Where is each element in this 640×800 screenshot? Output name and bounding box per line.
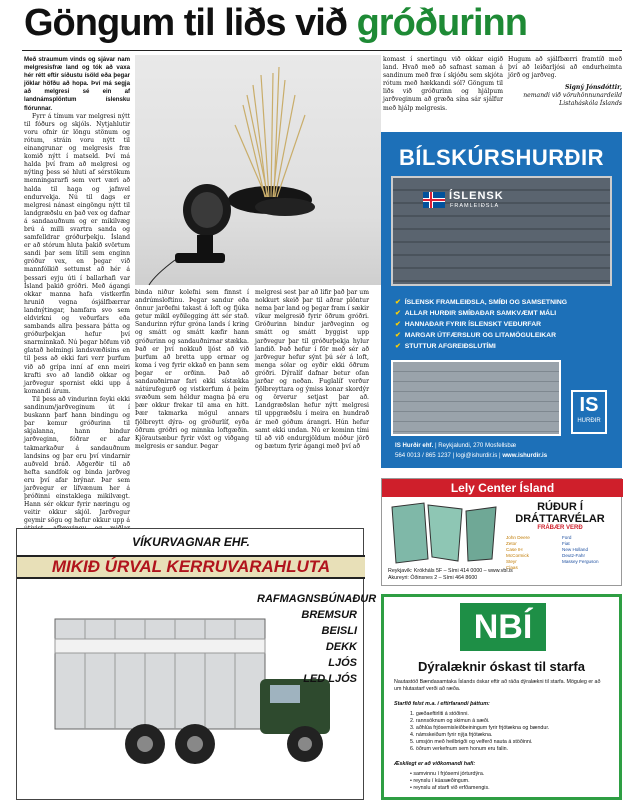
vikur-item: LJÓS (328, 657, 357, 669)
brand-list: John Deere Zetor Case IH McCormick Steyr Claas Ford Fiat New Holland Deutz-Fahr Massey Ferguson (506, 535, 599, 570)
nbi-duties: 1. gæðaeftirliti á stöðinni. 2. rannsóknum og skimun á sæði. 3. aðhlúa frjósemisleiðbeiningum fyrir frjótækna og bændur. 4. námskeiðum fyrir nýja frjótækna. 5. umsjón með heilbrigði og velferð nauta á stöðinni. 6. öðrum verkefnum sem honum eru falin. (410, 711, 550, 752)
tractor-windows-image (388, 501, 500, 565)
ad-lely[interactable] (381, 478, 622, 586)
nbi-duties-heading: Starfið felst m.a. í eftirfarandi þáttum: (394, 701, 490, 707)
feature-item: ✔ MARGAR ÚTFÆRSLUR OG LITAMÖGULEIKAR (395, 332, 556, 339)
check-icon: ✔ (395, 332, 401, 339)
ad-vikurvagnar[interactable] (16, 528, 377, 800)
nbi-req-heading: Æskilegt er að viðkomandi hafi: (394, 761, 476, 767)
article-col-2 (135, 289, 249, 514)
nbi-reqs: • samvinnu í frjósemi jórturdýra. • reynslu í kúasæðingum. • reynslu af starfi við erfðamengis. (410, 771, 490, 791)
article-photo (135, 55, 381, 285)
lely-headline: RÚÐUR Í DRÁTTARVÉLAR FRÁBÆR VERÐ (515, 501, 605, 531)
headline-green: gróðurinn (356, 2, 527, 44)
lely-contact: Reykjavík: Krókháls 5F – Sími 414 0000 – www.vbl.is Akureyri: Óðinsnes 2 – Sími 464 8600 (388, 568, 513, 581)
headline-black: Göngum til liðs við (24, 2, 357, 44)
signature-name: Signý Jónsdóttir, (564, 84, 622, 92)
ad-bilskurshurdir[interactable] (381, 132, 622, 468)
article-lead: Með straumum vinds og sjávar nam melgresisfræ land og tók að vaxa hér rétt eftir síðustu ísöld eða þegar jöklar höfðu að hopa. Því má segja að melgresi sé ein af landnámsplöntum íslensku flórunnar. (24, 56, 130, 112)
check-icon: ✔ (395, 299, 401, 306)
nbi-intro: Nautastöð Bændasamtaka Íslands óskar eftir að ráða dýralækni til starfa. Möguleg er að um hlutastarf verði að ræða. (394, 679, 601, 692)
vikur-band: MIKIÐ ÚRVAL KERRUVARAHLUTA (17, 555, 365, 579)
iceland-flag-badge (423, 188, 513, 214)
iceland-flag-icon (423, 192, 445, 208)
check-icon: ✔ (395, 343, 401, 350)
nbi-title: Dýralæknir óskast til starfa (418, 659, 585, 674)
vikur-name: VÍKURVAGNAR EHF. (132, 535, 250, 549)
ad-nbi[interactable] (381, 594, 622, 800)
vikur-item: LED LJÓS (303, 673, 357, 685)
article-closing: Hugum að sjálfbærri framtíð með því að leiðarljósi að endurheimta jörð og jarðveg. (508, 56, 622, 80)
is-hurdir-logo: IS HURÐIR (571, 390, 607, 434)
feature-item: ✔ HANNAÐAR FYRIR ÍSLENSKT VEÐURFAR (395, 321, 542, 328)
garage-door-image (391, 176, 612, 286)
bilsk-contact-2[interactable]: 564 0013 / 865 1237 | logi@ishurdir.is | www.ishurdir.is (395, 452, 548, 459)
vikur-item: BREMSUR (301, 609, 357, 621)
headline (24, 2, 624, 48)
feature-item: ✔ ALLAR HURÐIR SMÍÐAÐAR SAMKVÆMT MÁLI (395, 310, 557, 317)
article-body-1: Fyrr á tímum var melgresi nýtt til fóðurs og skjóls. Nytjahlutir voru ofnir úr löngu stönum og rótum, stráin voru nýtt til einangrunar og melgresis fræ komið nýtt í matseld. Því má halda því fram að melgresi og nýting þess sé hluti af sérstökum menningararfi sem vert væri að halda til haga og jafnvel endurvekja. Nú til dags er melgresi nánast eingöngu nýtt til landgræðslu en það vex og dafnar á sandaauðnum og er mikilvæg brú á milli svartra sanda og samfelldrar gróðurþekju. Ísland er að stórum hluta þakið svörtum sandi þar sem lítill sem enginn gróður vex, en þegar við mannfólkið settumst að hér á þessari eyju úti í ballarhafi var Ísland þakið gróðri. Með ágangi okkar manna hafa vistkerfin hrunið vegna ósjálfbærrar landnýtingar, hamfara svo sem eldvirkni og veðurfars eða sambands allra þessara þátta og gróðurþekjan hefur því snarminnkað. Nú þegar höfum við glatað helmingi landsvæðisins en til þess að ekki fari verr þurfum við að grípa inní af enn meiri krafti svo að landið okkar og jarðvegur spornist ekki upp á komandi árum. (24, 112, 130, 395)
brand-bottom: FRAMLEIÐSLA (450, 203, 500, 209)
check-icon: ✔ (395, 321, 401, 328)
vikur-item: RAFMAGNSBÚNAÐUR (257, 593, 377, 605)
article-col-3 (255, 289, 369, 514)
check-icon: ✔ (395, 310, 401, 317)
nbi-logo: NBÍ (460, 603, 546, 651)
grass-and-fan-photo (135, 55, 381, 285)
door-sample-image (391, 360, 561, 436)
article-body-2: Til þess að vindurinn feyki ekki sandinum/jarðveginum út í buskann þarf hann bindingu og þar kemur gróðurinn til skjalanna, hann bindur jarðveginn, fóðrar er afar takmarkaður á sandauðnum landsins og þar eru því vindarnir auðveld bráð. Aðgerðir til að hefta sandfok og binda jarðveg eru því afar brýnar. Þar sem jarðvegur er lífvænum her á þróðinni einstaklega mikilvægt. Hann sér okkur fyrir næringu og veitir okkur skjól. Jarðvegur geymir sögu og hefur okkur upp á (24, 395, 130, 525)
article-col-1 (24, 56, 130, 525)
lely-title: Lely Center Ísland (382, 479, 623, 497)
vikur-item: DEKK (325, 641, 357, 653)
article-body-4: melgresi sest þar að lifir það þar um nokkurt skeið þar til aðrar plöntur nema þar land og þegar fram í sækir víkur melgresið fyrir öðrum gróðri. Gróðurinn bindur jarðveginn og smátt og smátt byggist upp jarðvegur þar til gróðurþekja hylur landið. Það hefur í för með sér að jarðvegur hefur sýnt þú sér á loft, menga sólar og eyðir ekki öðrum gróðri. Dýralíf dafnar betur ofan jarðar og neðan. Fuglalíf verður fjölbreyttara og ýmiss konar skordýr og örverur setjast þar að. Landgræðslan hefur nýtt melgresi til uppgræðslu í meira en hundrað ár með góðum árangri. Hún hefur samt ekki undan. Nú er kominn tími til að við endurgjöldum móður jörð og bætum fyrir ágangi með því að (255, 289, 369, 450)
bilsk-title: BÍLSKÚRSHURÐIR (399, 145, 604, 170)
article-body-5: komast í snertingu við okkar eigið land. Hvað með að safnast saman á sandinum með fræ í skjóðu sem skjóta rótum með hækkandi sól? Göngum til liðs við gróðurinn og hjálpum jarðveginum að græða sína sár sjálfur með hjálp melgresis. (383, 56, 503, 112)
article-col-4-top (508, 56, 622, 126)
feature-item: ✔ STUTTUR AFGREIÐSLUTÍMI (395, 343, 496, 350)
brand-top: ÍSLENSK (449, 190, 504, 202)
vikur-item: BEISLI (321, 625, 357, 637)
headline-rule (22, 50, 622, 51)
bilsk-contact-1: IS Hurðir ehf. | Reykjalundi, 270 Mosfellsbæ (395, 442, 517, 449)
article-body-3: binda niður kolefni sem finnst í andrúmsloftinu. Þegar sandur eða önnur jarðefni takast á loft og fjúka getur mikil eyðilegging átt sér stað. Sandurinn rýfur gróna lands í kring og smátt og smátt kæfir hann gróðurinn og sandauðnirnar stækka. Það er því nokkuð ljóst að við þurfum að bretta upp ermar og koma í veg fyrir ekkað en þann sem þegar er orðinn. Það að sandauðnirnar fari ekki sístækka nátúrufegurð og vistkerfum á þeim svæðum sem héldur magna þá eru þær okkur frekar til ama en hitt. Þær takmarka mögul annars fjölbreytt dýra- og gróðurlíf, eyða öðrum gróðri og minnka loftgæðin. Kjörautsæbur fyrir vöxt og viðgang melgresis er sandur. Þegar (135, 289, 249, 450)
signature-role: nemandi við vöruhönnunardeild Listaháskóla Íslands (523, 92, 622, 108)
article-col-3-top (383, 56, 503, 122)
feature-item: ✔ ÍSLENSK FRAMLEIÐSLA, SMÍÐI OG SAMSETNING (395, 299, 568, 306)
